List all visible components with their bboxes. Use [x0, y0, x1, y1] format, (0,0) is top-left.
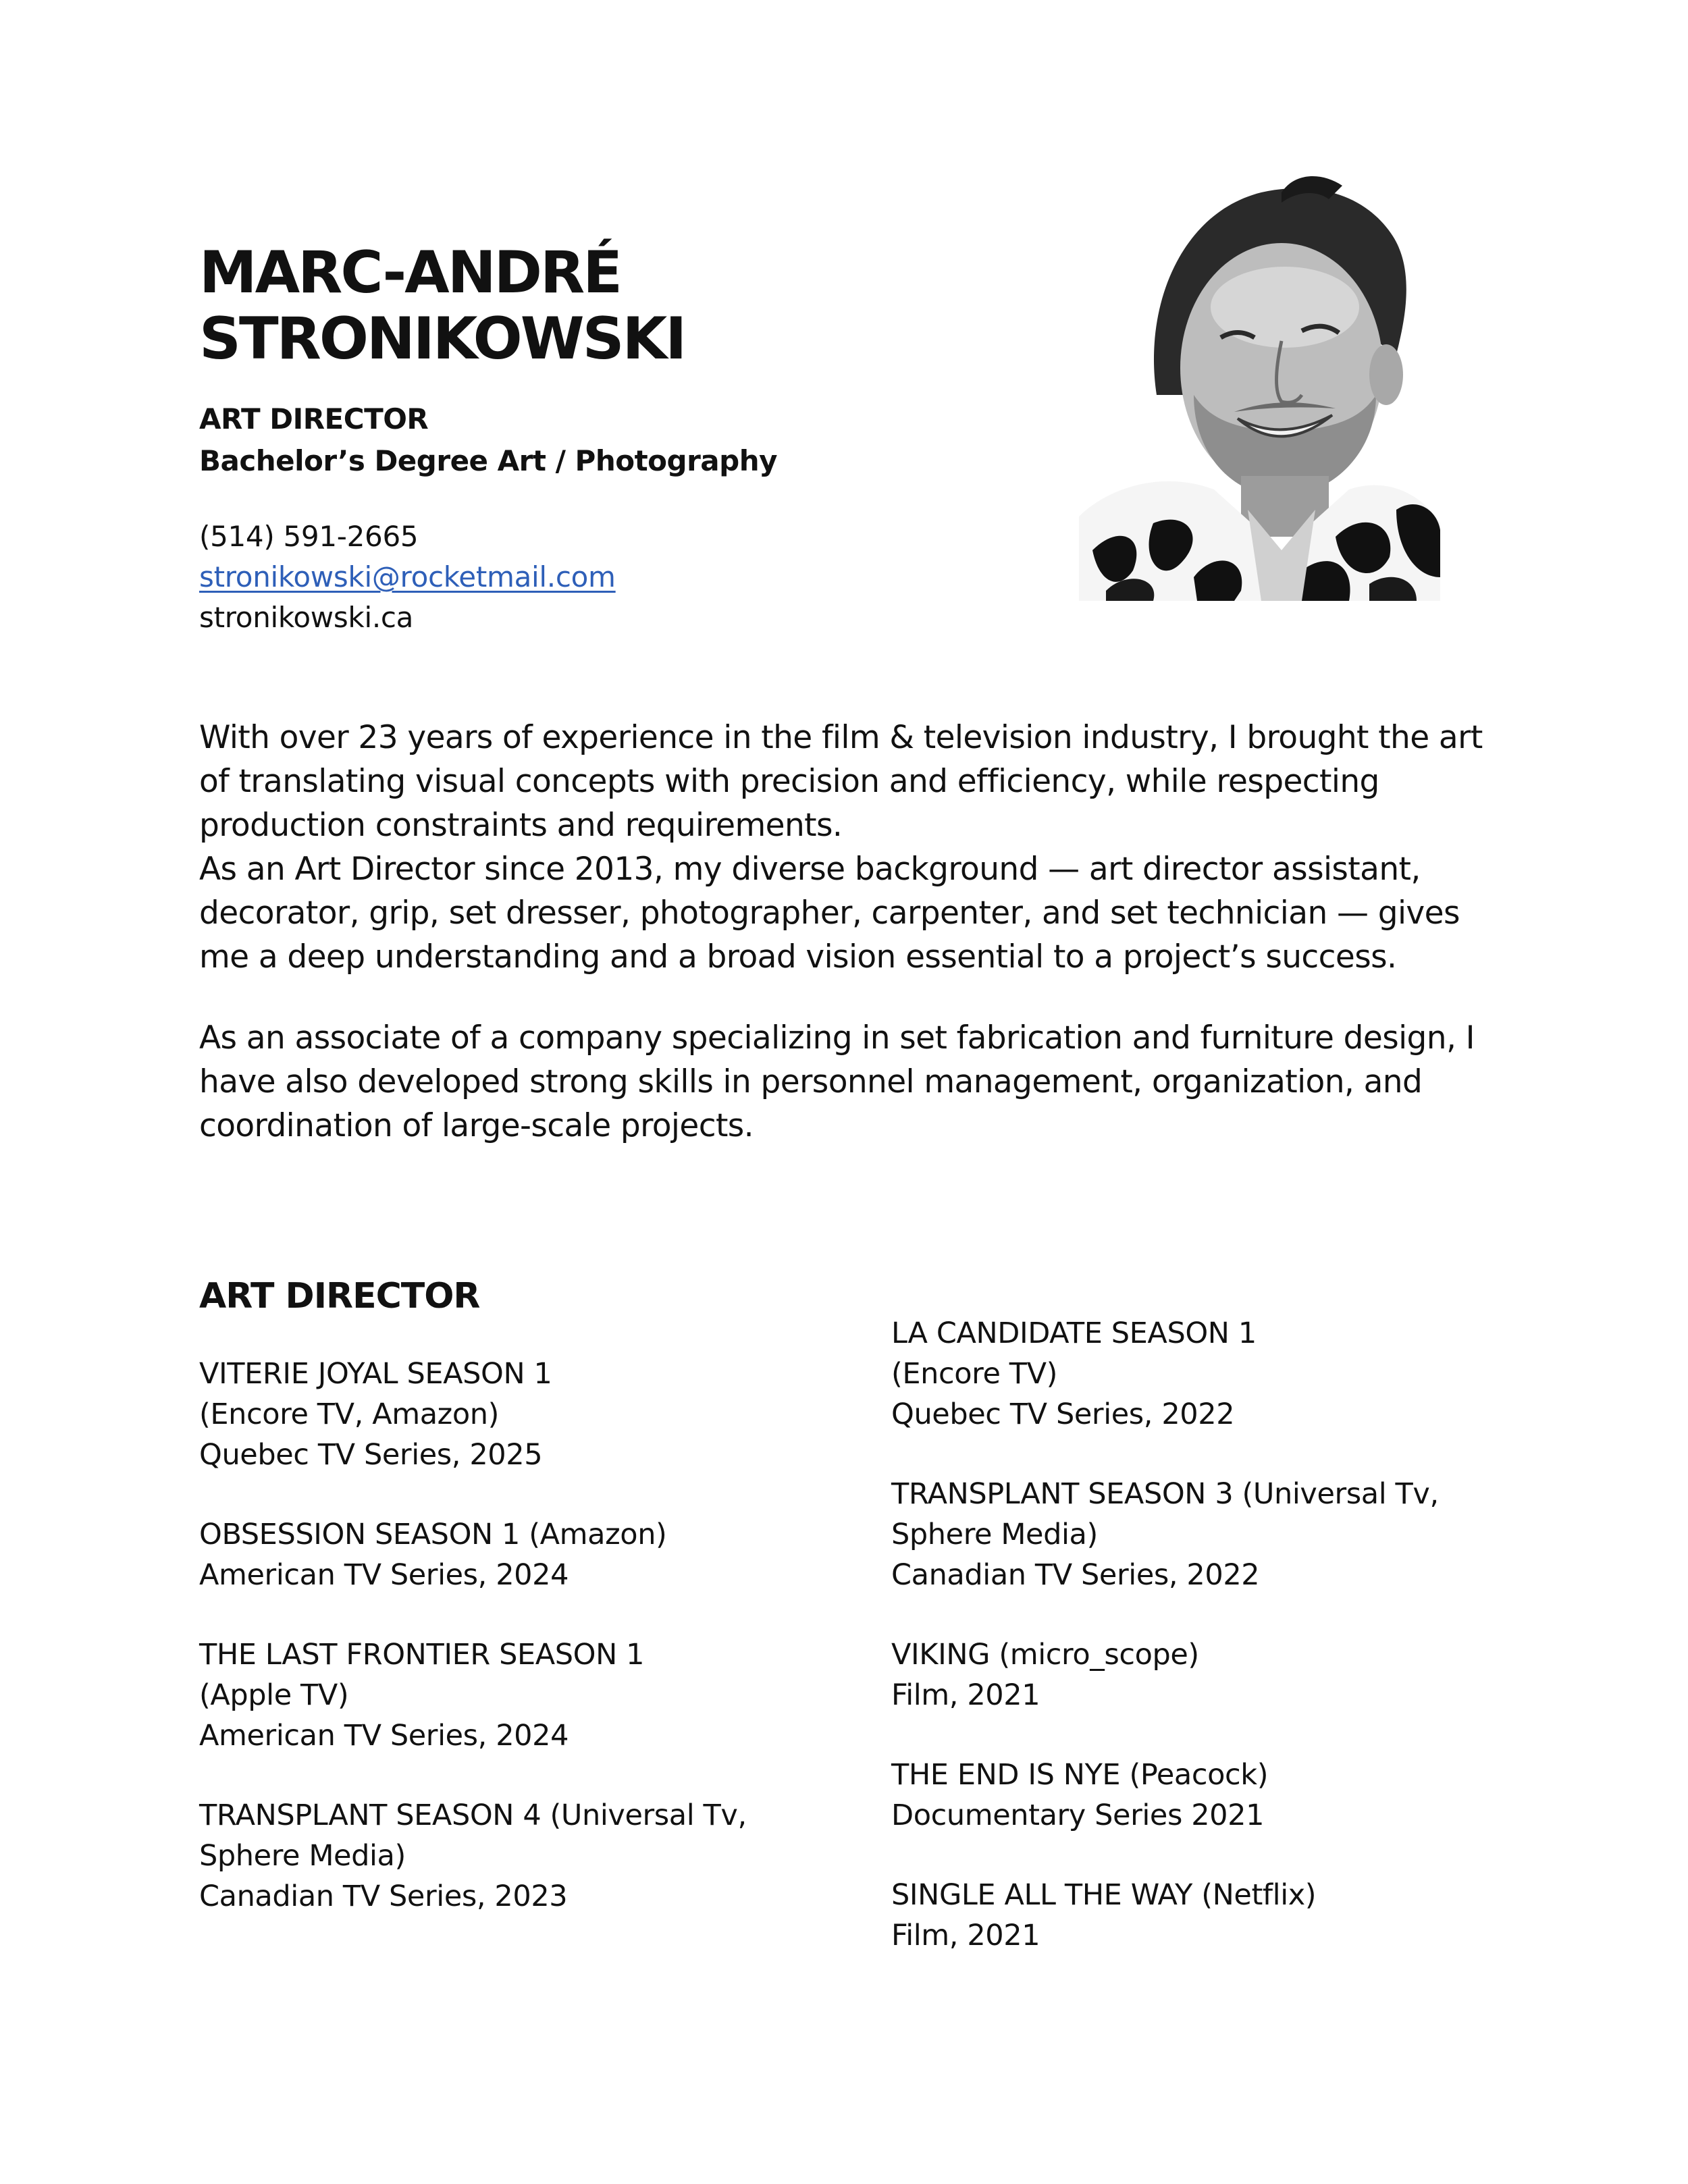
- bio-summary: [199, 716, 1496, 1148]
- credit-line: THE END IS NYE (Peacock): [891, 1758, 1269, 1792]
- credit-line: Canadian TV Series, 2023: [199, 1880, 568, 1913]
- credit-line: Quebec TV Series, 2025: [199, 1438, 543, 1472]
- email-link[interactable]: stronikowski@rocketmail.com: [199, 560, 616, 593]
- phone-number: (514) 591-2665: [199, 520, 419, 553]
- credits-column-right: [891, 1313, 1439, 1995]
- website: stronikowski.ca: [199, 601, 414, 634]
- credit-line: OBSESSION SEASON 1 (Amazon): [199, 1518, 667, 1551]
- name-line-last: STRONIKOWSKI: [199, 305, 685, 373]
- bio-paragraph: As an associate of a company specializing in set fabrication and furniture design, I have also developed strong skills in personnel management, organization, and coordination of large-scale projects.: [199, 1019, 1475, 1144]
- name-line-first: MARC-ANDRÉ: [199, 239, 621, 307]
- credit-item: [891, 1755, 1439, 1836]
- bio-paragraph: With over 23 years of experience in the film & television industry, I brought the art of translating visual concepts with precision and efficiency, while respecting production constraints and requirements.: [199, 719, 1483, 844]
- credit-line: Sphere Media): [891, 1518, 1098, 1551]
- credit-line: VIKING (micro_scope): [891, 1638, 1199, 1672]
- credit-line: LA CANDIDATE SEASON 1: [891, 1316, 1257, 1350]
- credit-item: [199, 1514, 747, 1595]
- credit-line: Quebec TV Series, 2022: [891, 1397, 1235, 1431]
- credit-line: (Encore TV, Amazon): [199, 1397, 499, 1431]
- credit-item: [199, 1795, 747, 1917]
- credit-item: [891, 1875, 1439, 1956]
- credit-line: Film, 2021: [891, 1919, 1040, 1952]
- credit-line: Sphere Media): [199, 1839, 406, 1873]
- credit-line: TRANSPLANT SEASON 4 (Universal Tv,: [199, 1799, 747, 1832]
- credit-line: SINGLE ALL THE WAY (Netflix): [891, 1878, 1317, 1912]
- credit-item: [891, 1634, 1439, 1715]
- credit-line: (Encore TV): [891, 1357, 1058, 1391]
- degree: Bachelor’s Degree Art / Photography: [199, 444, 777, 477]
- credits-column-left: [199, 1354, 747, 1956]
- credit-line: American TV Series, 2024: [199, 1558, 569, 1592]
- contact-info: [199, 516, 616, 638]
- title-block: [199, 398, 777, 482]
- credit-line: American TV Series, 2024: [199, 1719, 569, 1753]
- credit-item: [891, 1474, 1439, 1595]
- credit-item: [199, 1634, 747, 1756]
- person-name: [199, 240, 685, 372]
- credit-line: Canadian TV Series, 2022: [891, 1558, 1260, 1592]
- credit-item: [891, 1313, 1439, 1435]
- portrait-photo: [1079, 172, 1440, 601]
- bio-paragraph: As an Art Director since 2013, my diverse background — art director assistant, decorator, grip, set dresser, photographer, carpenter, and set technician — gives me a deep understanding and a broad vision essential to a project’s success.: [199, 851, 1460, 976]
- credit-item: [199, 1354, 747, 1475]
- credit-line: (Apple TV): [199, 1678, 349, 1712]
- credit-line: VITERIE JOYAL SEASON 1: [199, 1357, 552, 1391]
- job-title: ART DIRECTOR: [199, 402, 429, 435]
- credit-line: THE LAST FRONTIER SEASON 1: [199, 1638, 645, 1672]
- credit-line: Documentary Series 2021: [891, 1799, 1265, 1832]
- credit-line: TRANSPLANT SEASON 3 (Universal Tv,: [891, 1477, 1439, 1511]
- section-heading: ART DIRECTOR: [199, 1276, 480, 1316]
- credit-line: Film, 2021: [891, 1678, 1040, 1712]
